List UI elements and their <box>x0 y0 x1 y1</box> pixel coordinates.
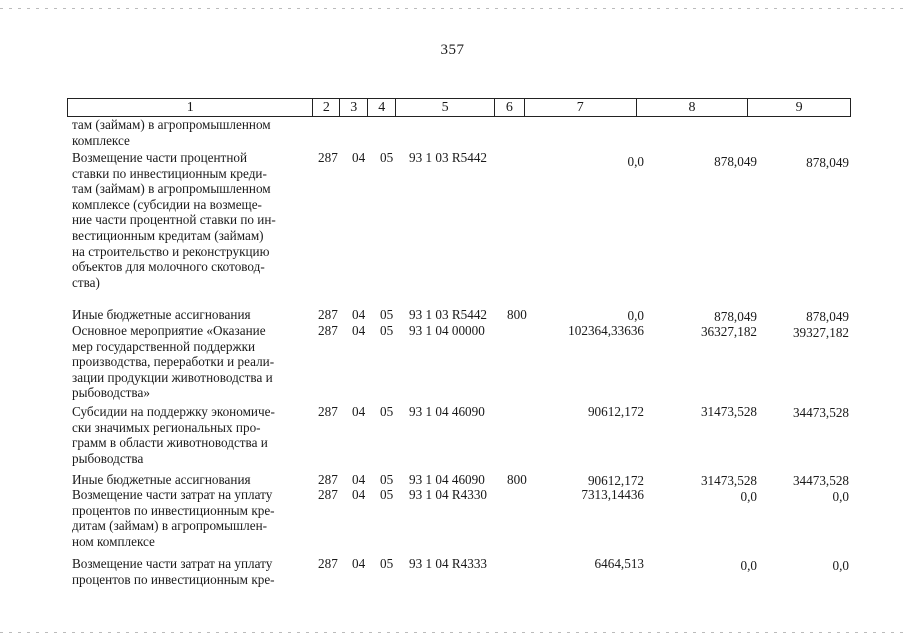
cell-ministry: 287 <box>318 487 338 502</box>
table-row <box>0 323 905 401</box>
cell-subsection: 05 <box>380 472 394 487</box>
page-number: 357 <box>440 42 465 58</box>
cell-amount-9: 34473,528 <box>792 473 849 488</box>
cell-section: 04 <box>352 307 366 322</box>
cell-target-article: 93 1 04 00000 <box>409 323 485 338</box>
cell-section: 04 <box>352 472 366 487</box>
scan-edge-top <box>0 8 905 9</box>
cell-target-article: 93 1 04 R4333 <box>409 556 488 571</box>
cell-amount-9: 878,049 <box>806 309 849 324</box>
row-description: Возмещение части затрат на уплату процентов по инвестиционным кре- <box>72 556 275 587</box>
cell-section: 04 <box>352 487 366 502</box>
cell-section: 04 <box>352 404 366 419</box>
cell-target-article: 93 1 03 R5442 <box>409 307 488 322</box>
table-row <box>0 148 905 307</box>
cell-target-article: 93 1 04 R4330 <box>409 487 488 502</box>
table-row <box>0 401 905 472</box>
row-description: там (займам) в агропромышленном комплексе <box>72 117 271 148</box>
cell-ministry: 287 <box>318 404 338 419</box>
row-description: Возмещение части затрат на уплату процентов по инвестиционным кре- дитам (займам) в агропромышлен- ном комплексе <box>72 487 275 549</box>
cell-subsection: 05 <box>380 307 394 322</box>
scan-edge-bottom <box>0 632 905 633</box>
cell-amount-9: 0,0 <box>832 489 849 504</box>
row-description: Иные бюджетные ассигнования <box>72 472 251 487</box>
cell-amount-8: 0,0 <box>740 489 757 504</box>
cell-subsection: 05 <box>380 150 394 165</box>
cell-target-article: 93 1 03 R5442 <box>409 150 488 165</box>
cell-amount-8: 36327,182 <box>700 324 757 339</box>
header-col-9: 9 <box>795 100 803 115</box>
cell-amount-9: 878,049 <box>806 155 849 170</box>
table-row <box>0 472 905 487</box>
table-header <box>67 98 851 117</box>
row-description: Субсидии на поддержку экономиче- ски значимых региональных про- грамм в области животноводства и рыбоводства <box>72 404 275 466</box>
cell-ministry: 287 <box>318 150 338 165</box>
row-description: Возмещение части процентной ставки по инвестиционным креди- там (займам) в агропромышленном комплексе (субсидии на возмеще- ние части процентной ставки по ин- вестиционным кредитам (займам) на строительство и реконструкцию объектов для молочного скотовод- ства) <box>72 150 276 290</box>
cell-amount-8: 0,0 <box>740 558 757 573</box>
cell-amount-8: 878,049 <box>714 309 757 324</box>
header-col-8: 8 <box>637 99 749 116</box>
cell-section: 04 <box>352 150 366 165</box>
cell-amount-8: 878,049 <box>714 154 757 169</box>
header-col-1: 1 <box>68 99 313 116</box>
header-col-2: 2 <box>313 99 340 116</box>
cell-amount-7: 90612,172 <box>587 473 644 488</box>
cell-section: 04 <box>352 556 366 571</box>
cell-subsection: 05 <box>380 404 394 419</box>
cell-amount-8: 31473,528 <box>700 404 757 419</box>
header-col-5: 5 <box>396 99 495 116</box>
cell-ministry: 287 <box>318 307 338 322</box>
table-row <box>0 487 905 555</box>
cell-subsection: 05 <box>380 556 394 571</box>
cell-subsection: 05 <box>380 323 394 338</box>
cell-subsection: 05 <box>380 487 394 502</box>
cell-amount-9: 39327,182 <box>792 325 849 340</box>
table-row <box>0 555 905 589</box>
table-row <box>0 117 905 148</box>
cell-amount-7: 6464,513 <box>594 556 644 571</box>
cell-amount-7: 0,0 <box>627 308 644 323</box>
cell-amount-7: 102364,33636 <box>568 323 644 338</box>
cell-target-article: 93 1 04 46090 <box>409 404 485 419</box>
table-body <box>0 117 905 589</box>
cell-amount-8: 31473,528 <box>700 473 757 488</box>
header-col-6: 6 <box>495 99 525 116</box>
cell-amount-7: 0,0 <box>627 154 644 169</box>
cell-amount-9: 0,0 <box>832 558 849 573</box>
header-col-7: 7 <box>525 99 637 116</box>
cell-amount-9: 34473,528 <box>792 405 849 420</box>
cell-ministry: 287 <box>318 472 338 487</box>
cell-amount-7: 90612,172 <box>587 404 644 419</box>
cell-amount-7: 7313,14436 <box>581 487 644 502</box>
cell-section: 04 <box>352 323 366 338</box>
cell-ministry: 287 <box>318 323 338 338</box>
cell-expense-type: 800 <box>507 307 527 322</box>
header-col-4: 4 <box>368 99 396 116</box>
cell-ministry: 287 <box>318 556 338 571</box>
table-row <box>0 307 905 323</box>
cell-target-article: 93 1 04 46090 <box>409 472 485 487</box>
row-description: Основное мероприятие «Оказание мер государственной поддержки производства, переработки и реали- зации продукции животноводства и рыбоводства» <box>72 323 275 401</box>
cell-expense-type: 800 <box>507 472 527 487</box>
row-description: Иные бюджетные ассигнования <box>72 307 251 322</box>
header-col-3: 3 <box>340 99 368 116</box>
